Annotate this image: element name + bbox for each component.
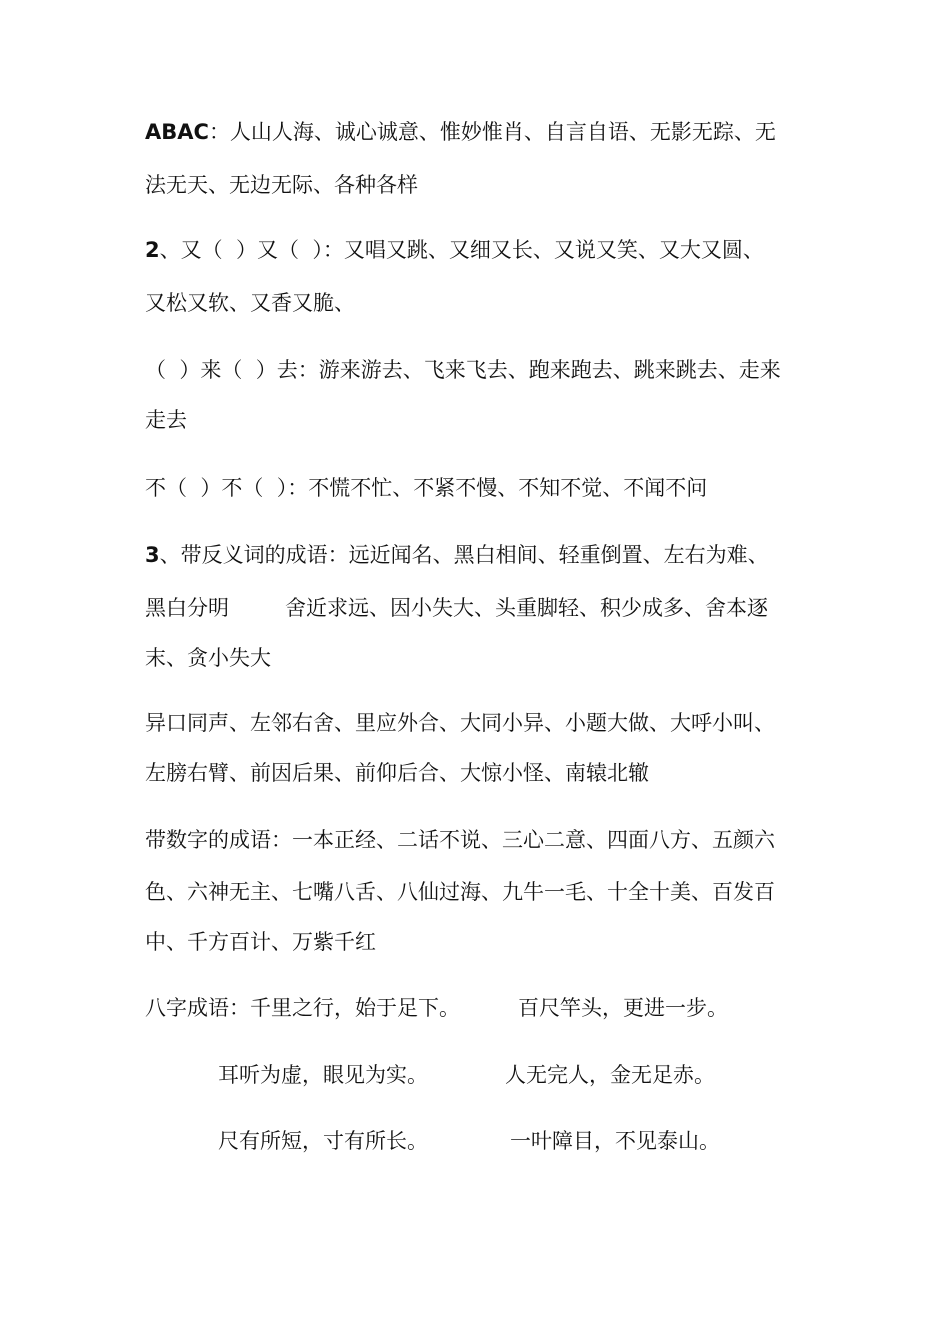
antonym-first: 黑白分明 (145, 596, 229, 620)
antonym-text: 、带反义词的成语：远近闻名、黑白相间、轻重倒置、左右为难、 (159, 543, 769, 567)
bu-bu-line: 不（ ）不（ ）：不慌不忙、不紧不慢、不知不觉、不闻不问 (145, 476, 708, 500)
you-you-line-1 (145, 240, 764, 261)
antonym-group2-line-2: 左膀右臂、前因后果、前仰后合、大惊小怪、南辕北辙 (145, 761, 649, 785)
antonym-line-1 (145, 545, 769, 566)
eight-char-f: 一叶障目，不见泰山。 (510, 1129, 720, 1153)
eight-char-line-2 (218, 1065, 715, 1086)
abac-idioms-line-2: 法无天、无边无际、各种各样 (145, 173, 418, 197)
lai-qu-line-2: 走去 (145, 408, 187, 432)
abac-idioms-text: ：人山人海、诚心诚意、惟妙惟肖、自言自语、无影无踪、无 (208, 120, 776, 144)
antonym-group2-line-1: 异口同声、左邻右舍、里应外合、大同小异、小题大做、大呼小叫、 (145, 711, 775, 735)
antonym-line-3: 末、贪小失大 (145, 646, 271, 670)
abac-idioms-line-1 (145, 122, 776, 143)
section-2-number: 2 (145, 238, 160, 262)
antonym-rest: 舍近求远、因小失大、头重脚轻、积少成多、舍本逐 (285, 596, 768, 620)
abac-label: ABAC (145, 120, 209, 144)
eight-char-line-1 (145, 998, 728, 1019)
you-you-line-2: 又松又软、又香又脆、 (145, 291, 355, 315)
eight-char-c: 耳听为虚，眼见为实。 (218, 1063, 428, 1087)
eight-char-a: 八字成语：千里之行，始于足下。 (145, 996, 460, 1020)
number-idioms-line-1: 带数字的成语：一本正经、二话不说、三心二意、四面八方、五颜六 (145, 828, 775, 852)
eight-char-line-3 (218, 1131, 720, 1152)
section-3-number: 3 (145, 543, 160, 567)
number-idioms-line-2: 色、六神无主、七嘴八舌、八仙过海、九牛一毛、十全十美、百发百 (145, 880, 775, 904)
eight-char-d: 人无完人，金无足赤。 (505, 1063, 715, 1087)
number-idioms-line-3: 中、千方百计、万紫千红 (145, 930, 376, 954)
lai-qu-line-1: （ ）来（ ）去：游来游去、飞来飞去、跑来跑去、跳来跳去、走来 (145, 358, 781, 382)
eight-char-e: 尺有所短，寸有所长。 (218, 1129, 428, 1153)
eight-char-b: 百尺竿头，更进一步。 (518, 996, 728, 1020)
you-you-text: 、又（ ）又（ ）：又唱又跳、又细又长、又说又笑、又大又圆、 (159, 238, 764, 262)
antonym-line-2 (145, 598, 768, 619)
